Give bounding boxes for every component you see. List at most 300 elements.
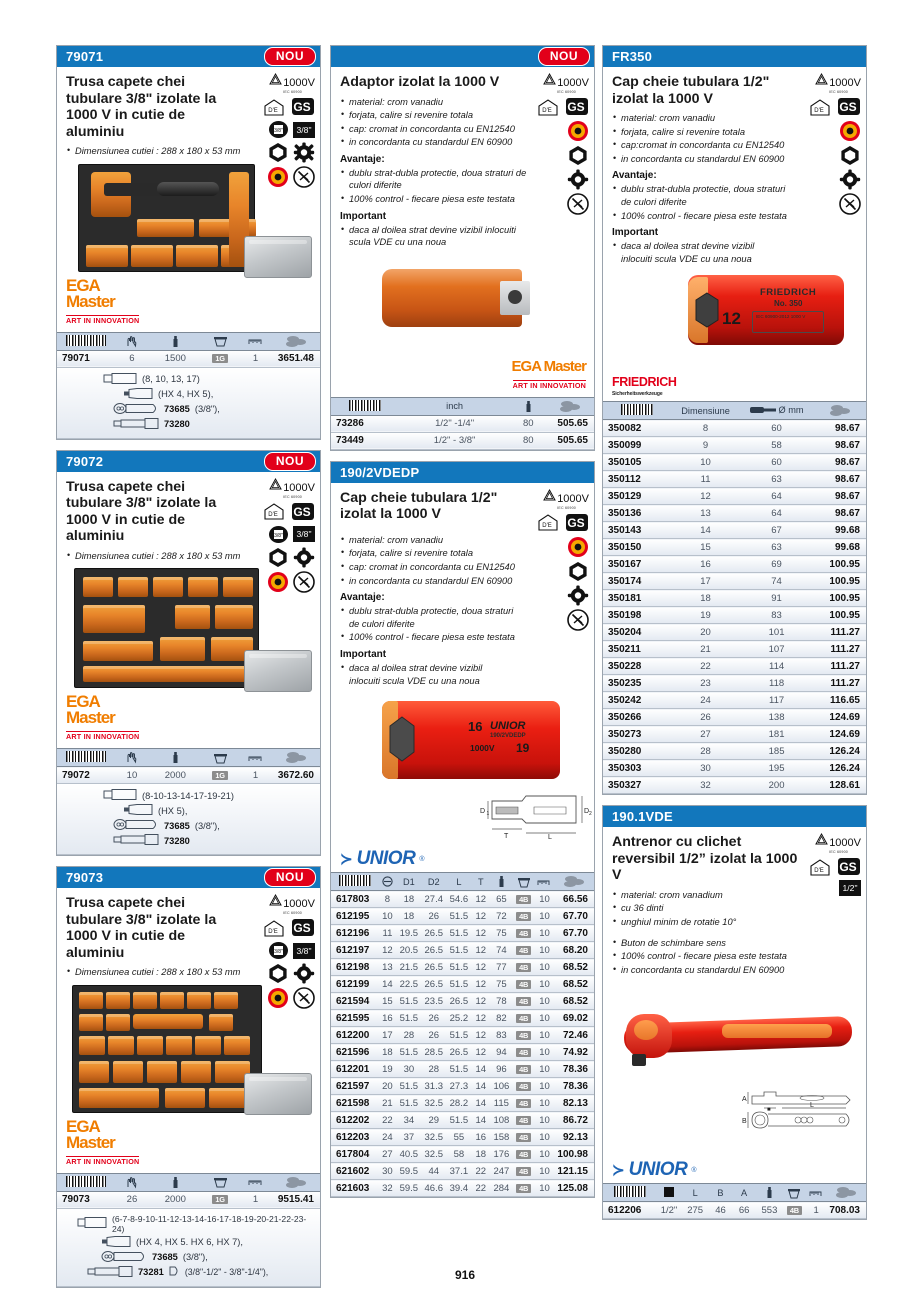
cell-value: 114: [740, 658, 814, 675]
cell-code: 617804: [331, 1146, 378, 1163]
svg-text:D'E: D'E: [268, 512, 278, 519]
drive-size-badge: 1/2": [839, 880, 861, 896]
cell-value: 75: [490, 925, 513, 942]
cell-value: 59.5: [397, 1163, 422, 1180]
cell-value: 21.5: [397, 959, 422, 976]
svg-text:D'E: D'E: [542, 523, 552, 530]
cell-code: 350129: [603, 488, 671, 505]
voltage-label: 1000V: [283, 898, 315, 911]
cell-value: 10: [535, 925, 555, 942]
cell-value: 66: [732, 1202, 756, 1219]
product-image-79073: [66, 985, 312, 1113]
col-price: [547, 397, 594, 415]
dk-certification-icon: [537, 98, 561, 117]
set-contents-79073: [57, 1209, 320, 1287]
cell-value: 19: [671, 607, 739, 624]
table-row: [603, 743, 866, 760]
bit-icon: [101, 1236, 131, 1249]
list-item: • unghiul minim de rotatie 10°: [612, 916, 808, 929]
cell-value: 18: [397, 908, 422, 925]
cell-value: 32: [671, 777, 739, 794]
table-row: [331, 942, 594, 959]
cell-price: 66.56: [554, 891, 594, 908]
cell-code: 79071: [57, 350, 115, 367]
cell-package: 4B: [513, 891, 535, 908]
svg-text:D'E: D'E: [268, 107, 278, 114]
cell-value: 18: [671, 590, 739, 607]
cell-value: 63: [740, 471, 814, 488]
table-row: [331, 1027, 594, 1044]
iec-label: IEC 60900: [283, 90, 302, 94]
cell-package: 4B: [513, 1078, 535, 1095]
cell-value: 275: [682, 1202, 709, 1219]
table-row: [603, 454, 866, 471]
col-weight: [756, 1184, 783, 1202]
product-header-bar: [57, 867, 320, 888]
product-image-79071: [66, 164, 312, 272]
cell-value: 58: [446, 1146, 471, 1163]
list-item: (8, 10, 13, 17): [61, 373, 316, 386]
cell-package: 4B: [513, 1027, 535, 1044]
unior-mark-icon: ≺: [340, 850, 353, 868]
col-d1: D1: [397, 873, 422, 891]
cell-price: 126.24: [813, 760, 866, 777]
svg-text:L: L: [548, 834, 552, 842]
cell-code: 350099: [603, 437, 671, 454]
col-t: T: [471, 873, 490, 891]
torx-profile-icon: [839, 169, 861, 190]
col-package: [510, 397, 547, 415]
cell-value: 22: [471, 1163, 490, 1180]
svg-text:D'E: D'E: [814, 867, 824, 874]
list-item: 73685 (3/8"),: [61, 819, 316, 832]
cell-package: 4B: [513, 1129, 535, 1146]
product-code: 190/2VDEDP: [340, 464, 420, 480]
cell-code: 621597: [331, 1078, 378, 1095]
cell-value: 51.5: [397, 1044, 422, 1061]
socket-model-mark: 190/2VDEDP: [490, 733, 526, 740]
cell-value: 12: [471, 925, 490, 942]
product-code: 79072: [66, 453, 104, 469]
cell-value: 30: [378, 1163, 396, 1180]
cell-value: 46: [709, 1202, 733, 1219]
brand-name: EGA Master: [66, 692, 115, 728]
cell-price: 126.24: [813, 743, 866, 760]
svg-text:GS: GS: [293, 504, 311, 519]
cell-pieces: 26: [115, 1191, 149, 1208]
brand-name: EGA Master: [66, 275, 115, 311]
svg-text:A: A: [742, 1096, 747, 1104]
cell-value: 553: [756, 1202, 783, 1219]
cell-package: 4B: [513, 959, 535, 976]
table-row: [603, 471, 866, 488]
table-row: [603, 590, 866, 607]
col-pieces: [115, 332, 149, 350]
torx-profile-icon: [567, 169, 589, 190]
svg-text:3/8": 3/8": [274, 949, 283, 956]
col-package: [783, 1184, 806, 1202]
cell-price: 86.72: [554, 1112, 594, 1129]
cell-value: 22: [378, 1112, 396, 1129]
page-title: Trusa capete chei tubulare 3/8" izolate la 1000 V in cutie de aluminiu: [66, 478, 217, 545]
cell-value: 27.3: [446, 1078, 471, 1095]
cell-value: 72: [490, 908, 513, 925]
feature-list: [66, 966, 312, 979]
cell-package: 1G: [202, 350, 239, 367]
cell-value: 12: [471, 1044, 490, 1061]
cell-price: 78.36: [554, 1078, 594, 1095]
table-row: [57, 1191, 320, 1208]
cell-value: 10: [535, 1044, 555, 1061]
cell-value: 20.5: [397, 942, 422, 959]
cell-price: 3672.60: [273, 767, 320, 784]
list-item: (HX 5),: [61, 804, 316, 817]
table-row: [603, 726, 866, 743]
list-item: • cap:cromat in concordanta cu EN12540: [612, 139, 808, 152]
svg-text:GS: GS: [293, 100, 311, 114]
cell-value: 30: [397, 1061, 422, 1078]
voltage-1000v-icon: [543, 73, 589, 94]
list-item: • in concordanta cu standardul EN 60900: [612, 964, 808, 977]
voltage-label: 1000V: [283, 481, 315, 494]
cell-value: 8: [671, 420, 739, 437]
iec-label: IEC 60900: [557, 90, 576, 94]
col-price: [273, 332, 320, 350]
square-drive-icon: [268, 941, 289, 960]
iec-label: IEC 60900: [829, 90, 848, 94]
col-diameter: Ø mm: [740, 402, 814, 420]
product-image-fr350: [612, 269, 858, 369]
list-item: • dublu strat-dubla protectie, doua straturi de culori diferite: [340, 605, 515, 630]
cell-value: 23: [671, 675, 739, 692]
col-barcode: [331, 873, 378, 891]
iec-label: IEC 60900: [283, 494, 302, 499]
product-table-FR350: [603, 401, 866, 794]
col-package: [202, 749, 239, 767]
cell-code: 350242: [603, 692, 671, 709]
icon-column: [527, 489, 589, 634]
socket-voltage-mark: 1000V: [470, 743, 495, 754]
cell-value: 51.5: [446, 1027, 471, 1044]
product-image-socket: [340, 695, 592, 845]
voltage-label: 1000V: [557, 492, 589, 505]
col-barcode: [603, 1184, 656, 1202]
cell-package: 4B: [513, 1061, 535, 1078]
cell-value: 26: [671, 709, 739, 726]
cell-value: 14: [471, 1061, 490, 1078]
cell-price: 98.67: [813, 505, 866, 522]
cell-code: 612202: [331, 1112, 378, 1129]
table-row: [603, 641, 866, 658]
col-voltage: [149, 1173, 202, 1191]
new-badge: NOU: [264, 868, 316, 887]
brand-name: EGA Master: [66, 1116, 115, 1152]
table-row: [331, 891, 594, 908]
cell-code: 73449: [331, 432, 399, 449]
cell-code: 350167: [603, 556, 671, 573]
cell-value: 12: [471, 942, 490, 959]
cell-value: 101: [740, 624, 814, 641]
cell-value: 8: [378, 891, 396, 908]
cell-value: 17: [378, 1027, 396, 1044]
cell-value: 37: [397, 1129, 422, 1146]
cell-pieces: 10: [115, 767, 149, 784]
table-row: [331, 1180, 594, 1197]
list-item: 73685 (3/8"),: [61, 1251, 316, 1264]
important-heading: Important: [340, 649, 387, 660]
table-row: [331, 1163, 594, 1180]
ega-master-logo: [494, 359, 586, 393]
list-item: • Buton de schimbare sens: [612, 937, 808, 950]
ega-master-logo: [66, 694, 146, 744]
cell-value: 25.2: [446, 1010, 471, 1027]
cell-value: 59.5: [397, 1180, 422, 1197]
col-barcode: [57, 332, 115, 350]
new-badge: NOU: [264, 452, 316, 471]
cell-value: 176: [490, 1146, 513, 1163]
cell-value: 16: [471, 1129, 490, 1146]
cell-value: 10: [535, 1078, 555, 1095]
drive-size-badge: 3/8": [293, 526, 315, 542]
voltage-label: 1000V: [283, 77, 315, 89]
cell-value: 106: [490, 1078, 513, 1095]
table-row: [331, 1010, 594, 1027]
col-package: [513, 873, 535, 891]
col-package: [202, 332, 239, 350]
list-item: • forjata, calire si revenire totala: [612, 126, 808, 139]
cell-value: 78: [490, 993, 513, 1010]
cell-value: 115: [490, 1095, 513, 1112]
cell-code: 350082: [603, 420, 671, 437]
cell-value: 51.5: [397, 1078, 422, 1095]
cell-code: 79072: [57, 767, 115, 784]
cell-package: 4B: [513, 1095, 535, 1112]
table-row: [603, 539, 866, 556]
cell-value: 30: [671, 760, 739, 777]
cell-code: 612197: [331, 942, 378, 959]
cell-value: 21: [671, 641, 739, 658]
cell-value: 10: [535, 1112, 555, 1129]
cell-value: 26.5: [446, 993, 471, 1010]
cell-value: 10: [535, 993, 555, 1010]
cell-code: 350228: [603, 658, 671, 675]
cell-price: 82.13: [554, 1095, 594, 1112]
table-row: [603, 624, 866, 641]
new-badge: NOU: [264, 47, 316, 66]
cell-package: 4B: [513, 908, 535, 925]
col-quantity: [535, 873, 555, 891]
col-package: [202, 1173, 239, 1191]
adapter-icon: [169, 1266, 180, 1278]
cell-value: 64: [740, 488, 814, 505]
cell-value: 9: [671, 437, 739, 454]
cell-value: 29: [421, 1112, 446, 1129]
page-title: Cap cheie tubulara 1/2" izolat la 1000 V: [340, 489, 498, 523]
cell-value: 26: [421, 1027, 446, 1044]
cell-value: 10: [535, 976, 555, 993]
table-row: [331, 432, 594, 449]
list-item: • Dimensiunea cutiei : 288 x 180 x 53 mm: [66, 550, 312, 563]
cell-value: 181: [740, 726, 814, 743]
list-item: • 100% control - fiecare piesa este testata: [340, 193, 536, 206]
cell-value: 96: [490, 1061, 513, 1078]
cell-code: 612196: [331, 925, 378, 942]
cell-value: 51.5: [446, 1061, 471, 1078]
cell-value: 26.5: [421, 959, 446, 976]
gs-certification-icon: [565, 513, 589, 533]
cell-value: 26.5: [421, 942, 446, 959]
table-row: [603, 658, 866, 675]
product-code: FR350: [612, 49, 653, 64]
cell-value: 28.5: [421, 1044, 446, 1061]
col-b: B: [709, 1184, 733, 1202]
cell-code: 612195: [331, 908, 378, 925]
product-card-190-1VDE: [602, 805, 867, 1220]
cell-voltage: 2000: [149, 1191, 202, 1208]
svg-text:D'E: D'E: [814, 107, 824, 114]
cell-value: 12: [471, 891, 490, 908]
dk-certification-icon: [809, 98, 833, 117]
list-item: • 100% control - fiecare piesa este testata: [340, 631, 515, 644]
cell-value: 60: [740, 420, 814, 437]
cell-value: 80: [510, 432, 547, 449]
cell-price: 128.61: [813, 777, 866, 794]
list-item: 73280: [61, 418, 316, 431]
cell-code: 73286: [331, 415, 399, 432]
cell-package: 4B: [513, 1112, 535, 1129]
cell-price: 121.15: [554, 1163, 594, 1180]
cell-value: 55: [446, 1129, 471, 1146]
cell-voltage: 1500: [149, 350, 202, 367]
cell-price: 111.27: [813, 624, 866, 641]
advantages-heading: Avantaje:: [340, 153, 385, 165]
cell-value: 51.5: [446, 959, 471, 976]
product-code: 79073: [66, 870, 104, 886]
voltage-1000v-icon: [543, 489, 589, 510]
cell-package: 4B: [513, 976, 535, 993]
svg-text:T: T: [504, 833, 509, 841]
page-title: Adaptor izolat la 1000 V: [340, 74, 500, 90]
table-row: [331, 1112, 594, 1129]
cell-price: 68.52: [554, 959, 594, 976]
cell-value: 20: [378, 1078, 396, 1095]
set-contents-79072: [57, 784, 320, 855]
product-table-79072: [57, 748, 320, 784]
iec-label: IEC 60900: [283, 911, 302, 916]
list-item: • material: crom vanadiu: [612, 112, 808, 125]
advantages-heading: Avantaje:: [340, 592, 385, 604]
cell-value: 32.5: [421, 1095, 446, 1112]
feature-list: [66, 145, 312, 158]
ratchet-icon: [101, 1251, 147, 1264]
cell-value: 26.5: [446, 1044, 471, 1061]
square-drive-icon: [268, 525, 289, 544]
list-item: 73281 (3/8"-1/2" - 3/8"-1/4"),: [61, 1266, 316, 1279]
drive-size-badge: 3/8": [293, 943, 315, 959]
cell-value: 24: [378, 1129, 396, 1146]
dk-certification-icon: [263, 919, 287, 938]
cell-package: 4B: [513, 1163, 535, 1180]
dk-certification-icon: [537, 513, 561, 532]
list-item: • material: crom vanadiu: [340, 96, 536, 109]
brand-name: UNIOR: [356, 848, 416, 870]
cell-value: 91: [740, 590, 814, 607]
cell-value: 34: [397, 1112, 422, 1129]
cell-package: 4B: [513, 942, 535, 959]
cell-code: 621594: [331, 993, 378, 1010]
cell-price: 708.03: [826, 1202, 866, 1219]
cell-value: 27.4: [421, 891, 446, 908]
cell-value: 82: [490, 1010, 513, 1027]
table-row: [57, 767, 320, 784]
svg-text:3/8": 3/8": [274, 128, 283, 134]
list-item: • in concordanta cu standardul EN 60900: [612, 153, 808, 166]
cell-value: 27: [671, 726, 739, 743]
voltage-label: 1000V: [557, 77, 589, 89]
cell-price: 100.98: [554, 1146, 594, 1163]
product-card-79073: [56, 866, 321, 1288]
product-code: 79071: [66, 49, 104, 64]
cell-value: 14: [471, 1112, 490, 1129]
cell-code: 617803: [331, 891, 378, 908]
product-table-79071: [57, 332, 320, 368]
cell-value: 64: [740, 505, 814, 522]
svg-text:2: 2: [589, 811, 592, 818]
gs-certification-icon: [837, 97, 861, 117]
cell-code: 350181: [603, 590, 671, 607]
cell-value: 1: [806, 1202, 826, 1219]
bit-icon: [123, 804, 153, 817]
socket-number-mark: 19: [516, 741, 530, 756]
col-l: L: [446, 873, 471, 891]
cell-value: 65: [490, 891, 513, 908]
list-item: • daca al doilea strat devine vizibil inlocuiti scula VDE cu una noua: [340, 224, 536, 249]
brand-name: UNIOR: [628, 1159, 688, 1181]
cell-value: 19.5: [397, 925, 422, 942]
ratchet-icon: [113, 403, 159, 416]
important-list: [340, 224, 586, 249]
cell-value: 118: [740, 675, 814, 692]
col-price: [554, 873, 594, 891]
cell-value: 200: [740, 777, 814, 794]
cell-value: 18: [471, 1146, 490, 1163]
cell-value: 83: [740, 607, 814, 624]
cell-value: 10: [535, 1129, 555, 1146]
svg-text:B: B: [742, 1118, 747, 1126]
gs-certification-icon: [291, 918, 315, 938]
product-header-bar: [603, 46, 866, 67]
voltage-1000v-icon: [815, 73, 861, 94]
cell-value: 17: [671, 573, 739, 590]
cell-value: 51.5: [446, 976, 471, 993]
cell-value: 24: [671, 692, 739, 709]
cell-value: 10: [535, 891, 555, 908]
cell-value: 13: [378, 959, 396, 976]
socket-size-mark: 16: [468, 719, 483, 735]
col-l: L: [682, 1184, 709, 1202]
product-header-bar: [57, 46, 320, 67]
feature-list: [66, 550, 312, 563]
cell-price: 69.02: [554, 1010, 594, 1027]
brand-name: FRIEDRICH: [612, 375, 677, 390]
list-item: • 100% control - fiecare piesa este testata: [612, 210, 787, 223]
fr-certification-mark: IEC 60900-2012 1000 V: [752, 311, 824, 333]
cell-value: 83: [490, 1027, 513, 1044]
table-row: [603, 675, 866, 692]
product-image-adaptor: [340, 257, 586, 353]
table-row: [603, 488, 866, 505]
cell-pieces: 6: [115, 350, 149, 367]
